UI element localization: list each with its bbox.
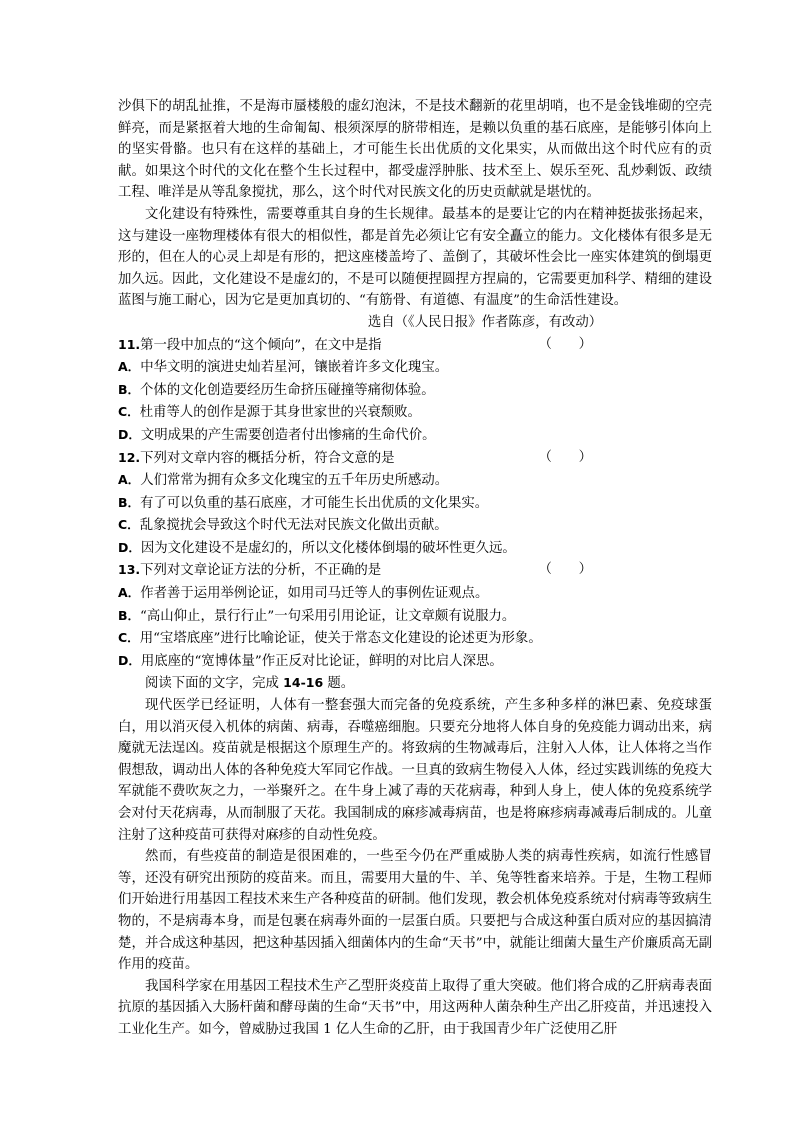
option-text: 乱象搅扰会导致这个时代无法对民族文化做出贡献。 xyxy=(139,518,448,534)
option-letter: C． xyxy=(118,517,140,533)
question-number: 12. xyxy=(118,449,141,465)
question-text: 下列对文章内容的概括分析，符合文意的是 xyxy=(140,450,395,466)
instruction-post: 题。 xyxy=(323,676,355,692)
option-letter: A． xyxy=(118,359,141,375)
instruction-pre: 阅读下面的文字，完成 xyxy=(145,676,284,692)
option-text: 个体的文化创造要经历生命挤压碰撞等痛彻体验。 xyxy=(140,382,435,398)
option-letter: A． xyxy=(118,585,141,601)
passage-source: 选自（《人民日报》作者陈彦，有改动） xyxy=(367,314,603,330)
document-page xyxy=(118,96,712,1041)
option-letter: D． xyxy=(118,652,141,668)
answer-blank: （ ） xyxy=(538,449,592,465)
option-d xyxy=(118,650,712,673)
question-stem xyxy=(118,559,712,582)
option-c xyxy=(118,627,712,650)
option-a xyxy=(118,582,712,605)
option-c xyxy=(118,514,712,537)
question-stem xyxy=(118,334,712,357)
answer-blank: （ ） xyxy=(538,562,592,578)
option-text: 文明成果的产生需要创造者付出惨痛的生命代价。 xyxy=(140,427,436,443)
option-text: 作者善于运用举例论证，如用司马迁等人的事例佐证观点。 xyxy=(140,586,489,602)
option-d xyxy=(118,537,712,560)
option-letter: B． xyxy=(118,607,141,623)
option-text: “高山仰止，景行行止”一句采用引用论证，让文章颇有说服力。 xyxy=(140,608,516,624)
passage2-paragraph-2: 然而，有些疫苗的制造是很困难的，一些至今仍在严重威胁人类的病毒性疾病，如流行性感冒等，还没有研究出预防的疫苗来。而且，需要用大量的牛、羊、兔等牲畜来培养。于是，生物工程师们开始进行用基因工程技术来生产各种疫苗的研制。他们发现，教会机体免疫系统对付病毒等致病生物的，不是病毒本身，而是包裹在病毒外面的一层蛋白质。只要把与合成这种蛋白质对应的基因搞清楚，并合成这种基因，把这种基因插入细菌体内的生命“天书”中，就能让细菌大量生产价廉质高无副作用的疫苗。 xyxy=(118,849,712,973)
question-range: 14-16 xyxy=(283,675,324,691)
option-text: 人们常常为拥有众多文化瑰宝的五千年历史所感动。 xyxy=(140,473,449,489)
option-text: 用“宝塔底座”进行比喻论证，使关于常态文化建设的论述更为形象。 xyxy=(139,631,542,647)
option-letter: A． xyxy=(118,472,141,488)
question-stem xyxy=(118,447,712,470)
option-letter: C． xyxy=(118,404,140,420)
option-text: 用底座的“宽博体量”作正反对比论证，鲜明的对比启人深思。 xyxy=(140,653,503,669)
option-b xyxy=(118,605,712,628)
option-c xyxy=(118,401,712,424)
passage2-paragraph-1: 现代医学已经证明，人体有一整套强大而完备的免疫系统，产生多种多样的淋巴素、免疫球蛋白，用以消灭侵入机体的病菌、病毒，吞噬癌细胞。只要充分地将人体自身的免疫能力调动出来，病魔就无法逞凶。疫苗就是根据这个原理生产的。将致病的生物减毒后，注射入人体，让人体将之当作假想敌，调动出人体的各种免疫大军同它作战。一旦真的致病生物侵入人体，经过实践训练的免疫大军就能不费吹灰之力，一举聚歼之。在牛身上减了毒的天花病毒，种到人身上，使人体的免疫系统学会对付天花病毒，从而制服了天花。我国制成的麻疹减毒病苗，也是将麻疹病毒减毒后制成的。儿童注射了这种疫苗可获得对麻疹的自动性免疫。 xyxy=(118,698,712,843)
option-text: 中华文明的演进史灿若星河，镶嵌着许多文化瑰宝。 xyxy=(140,360,449,376)
option-a xyxy=(118,469,712,492)
question-text: 第一段中加点的“这个倾向”，在文中是指 xyxy=(140,337,382,353)
option-b xyxy=(118,492,712,515)
option-letter: D． xyxy=(118,426,141,442)
option-letter: B． xyxy=(118,381,141,397)
option-text: 有了可以负重的基石底座，才可能生长出优质的文化果实。 xyxy=(140,495,489,511)
passage1-paragraph-1: 沙俱下的胡乱扯推，不是海市蜃楼般的虚幻泡沫，不是技术翻新的花里胡哨，也不是金钱堆砌的空壳鲜亮，而是紧抠着大地的生命匍匐、根须深厚的脐带相连，是赖以负重的基石底座，是能够引体向上的坚实骨骼。也只有在这样的基础上，才可能生长出优质的文化果实，从而做出这个时代应有的贡献。如果这个时代的文化在整个生长过程中，都受虚浮肿胀、技术至上、娱乐至死、乱炒剩饭、政绩工程、唯洋是从等乱象搅扰，那么，这个时代对民族文化的历史贡献就是堪忧的。 xyxy=(118,99,712,201)
passage1-paragraph-2: 文化建设有特殊性，需要尊重其自身的生长规律。最基本的是要让它的内在精神挺拔张扬起来，这与建设一座物理楼体有很大的相似性，都是首先必须让它有安全矗立的能力。文化楼体有很多是无形的，但在人的心灵上却是有形的，把这座楼盖垮了、盖倒了，其破坏性会比一座实体建筑的倒塌更加久远。因此，文化建设不是虚幻的，不是可以随便捏圆捏方捏扁的，它需要更加科学、精细的建设蓝图与施工耐心，因为它是更加真切的、“有筋骨、有道德、有温度”的生命活性建设。 xyxy=(118,206,712,309)
reading-instruction xyxy=(118,672,712,695)
passage2-paragraph-3: 我国科学家在用基因工程技术生产乙型肝炎疫苗上取得了重大突破。他们将合成的乙肝病毒表面抗原的基因插入大肠杆菌和酵母菌的生命“天书”中，用这两种人菌杂种生产出乙肝疫苗，并迅速投入工业化生产。如今，曾威胁过我国 1 亿人生命的乙肝，由于我国青少年广泛使用乙肝 xyxy=(118,978,712,1037)
question-11 xyxy=(118,334,712,447)
option-a xyxy=(118,356,712,379)
question-13 xyxy=(118,559,712,672)
option-letter: C． xyxy=(118,630,140,646)
option-d xyxy=(118,424,712,447)
option-b xyxy=(118,379,712,402)
question-12 xyxy=(118,447,712,560)
option-text: 杜甫等人的创作是源于其身世家世的兴衰颓败。 xyxy=(139,405,421,421)
answer-blank: （ ） xyxy=(538,336,592,352)
option-text: 因为文化建设不是虚幻的，所以文化楼体倒塌的破坏性更久远。 xyxy=(140,540,516,556)
option-letter: B． xyxy=(118,494,141,510)
option-letter: D． xyxy=(118,539,141,555)
question-number: 11. xyxy=(118,336,141,352)
question-number: 13. xyxy=(118,562,141,578)
question-text: 下列对文章论证方法的分析，不正确的是 xyxy=(140,563,382,579)
